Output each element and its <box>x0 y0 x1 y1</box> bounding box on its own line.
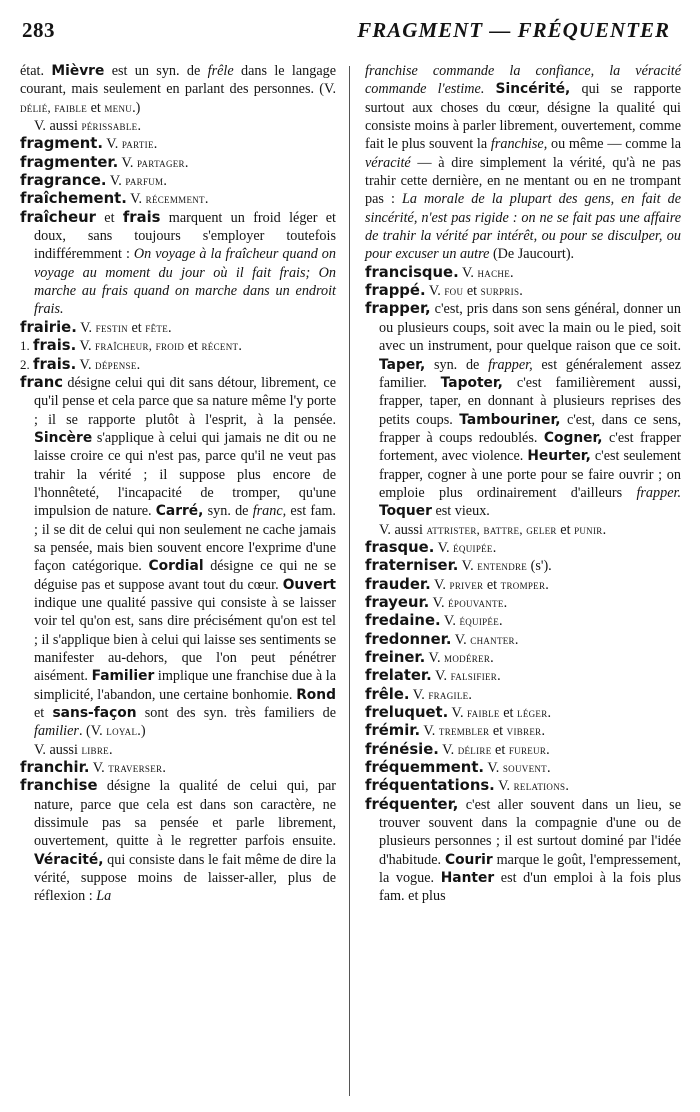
entry-franc: franc désigne celui qui dit sans détour, librement, ce qu'il pense et cela parce que sa nature même l'y porte ; il se rapporte plutôt à l'esprit, à la pensée. Sincère s'applique à celui qui jamais ne dit ou ne laisse croire ce qui n'est pas, parce qu'il ne veut pas trahir la vérité ; il suppose plus encore de l'honnêteté, l'incapacité de tromper, qu'une impulsion de nature. Carré, syn. de franc, est fam. ; il se dit de celui qui non seulement ne cache jamais sa pensée, mais bien souvent encore l'exprime d'une façon catégorique. Cordial désigne ce qui ne se déguise pas et suppose avant tout du cœur. Ouvert indique une qualité passive qui consiste à se laisser voir tel qu'on est, sans dire précisément qu'on est tel ; il s'applique bien à celui qui laisse ses sentiments se manifester au-dehors, que l'on peut pénétrer aisément. Familier implique une franchise due à la simplicité, l'abandon, une certaine bonhomie. Rond et sans-façon sont des syn. très familiers de familier. (V. loyal.) <box>20 373 337 740</box>
entry-fragment: fragment. V. partie. <box>20 135 158 153</box>
entry-freluquet: freluquet. V. faible et léger. <box>365 704 552 722</box>
entry-fredonner: fredonner. V. chanter. <box>365 630 519 648</box>
entry-frele: frêle. V. fragile. <box>365 685 472 703</box>
entry-fraterniser: fraterniser. V. entendre (s'). <box>365 557 552 575</box>
column-divider <box>349 66 350 1096</box>
entry-frayeur: frayeur. V. épouvante. <box>365 593 508 611</box>
entry-frairie: frairie. V. festin et fête. <box>20 318 172 336</box>
entry-fraicheur: fraîcheur et frais marquent un froid léger et doux, sans toujours s'employer toutefois indifféremment : On voyage à la fraîcheur quand on voyage au moment du jour où il fait frais; On marche au frais quand on marche dans un endroit frais. <box>20 208 337 318</box>
entry-frequemment: fréquemment. V. souvent. <box>365 759 551 777</box>
entry-frenesie: frénésie. V. délire et fureur. <box>365 740 550 758</box>
entry-frauder: frauder. V. priver et tromper. <box>365 575 549 593</box>
entry-frelater: frelater. V. falsifier. <box>365 667 501 685</box>
see-also: V. aussi attrister, battre, geler et punir. <box>379 521 607 538</box>
left-column <box>20 62 336 906</box>
page-number: 283 <box>22 18 55 42</box>
entry-frequenter: fréquenter, c'est aller souvent dans un lieu, se trouver souvent dans la compagnie d'une ou de plusieurs personnes ; il est surtout dominé par l'idée d'habitude. Courir marque le goût, l'empressement, la vogue. Hanter est d'un emploi à la fois plus fam. et plus <box>365 795 681 905</box>
entry-frais-1: 1. frais. V. fraîcheur, froid et récent. <box>20 337 242 355</box>
entry-frapper: frapper, c'est, pris dans son sens général, donner un ou plusieurs coups, soit avec la main ou le pied, soit avec un instrument, pour quelque raison que ce soit. Taper, syn. de frapper, est généralement assez familier. Tapoter, c'est familièrement aussi, frapper, taper, en donnant à plusieurs reprises des petits coups. Tambouriner, c'est, dans ce sens, frapper à coups redoublés. Cogner, c'est frapper fortement, avec violence. Heurter, c'est seulement frapper, cogner à une porte pour se faire ouvrir ; on emploie plus ordinairement d'ailleurs frapper. Toquer est vieux. <box>365 300 681 520</box>
entry-frequentations: fréquentations. V. relations. <box>365 777 569 795</box>
entry-fragrance: fragrance. V. parfum. <box>20 172 167 190</box>
see-also: V. aussi périssable. <box>34 118 141 135</box>
entry-continuation: état. Mièvre est un syn. de frêle dans le langage courant, mais seulement en parlant des personnes. (V. délié, faible et menu.) <box>20 63 337 116</box>
entry-frais-2: 2. frais. V. dépense. <box>20 355 141 373</box>
entry-frasque: frasque. V. équipée. <box>365 538 497 556</box>
entry-franchise: franchise désigne la qualité de celui qui, par nature, parce que cela est dans son caractère, ne dissimule pas sa pensée et parle librement, ouvertement, quitte à le regretter parfois ensuite. Véracité, qui consiste dans le fait même de dire la vérité, suppose moins de laisser-aller, plus de réflexion : La <box>20 777 336 905</box>
see-also: V. aussi libre. <box>34 741 113 758</box>
right-column <box>365 62 681 906</box>
entry-fraichement: fraîchement. V. récemment. <box>20 190 209 208</box>
entry-fremir: frémir. V. trembler et vibrer. <box>365 722 545 740</box>
entry-freiner: freiner. V. modérer. <box>365 649 494 666</box>
page-running-title: FRAGMENT — FRÉQUENTER <box>357 18 670 42</box>
entry-francisque: francisque. V. hache. <box>365 263 514 281</box>
entry-frappe: frappé. V. fou et surpris. <box>365 282 523 300</box>
entry-franchir: franchir. V. traverser. <box>20 759 166 777</box>
entry-continuation: franchise commande la confiance, la véracité commande l'estime. Sincérité, qui se rapporte surtout aux choses du cœur, désigne la qualité qui consiste moins à parler librement, ouvertement, comme fait le plus souvent la franchise, ou même — comme la véracité — à dire simplement la vérité, qu'à ne pas trahir cette dernière, en ne mentant ou en ne trompant pas : La morale de la plupart des gens, en fait de sincérité, n'est pas rigide : on ne se fait pas une affaire de trahir la vérité par intérêt, ou pour se disculper, ou pour excuser un autre (De Jaucourt). <box>365 63 681 263</box>
entry-fragmenter: fragmenter. V. partager. <box>20 153 189 171</box>
entry-fredaine: fredaine. V. équipée. <box>365 612 503 630</box>
